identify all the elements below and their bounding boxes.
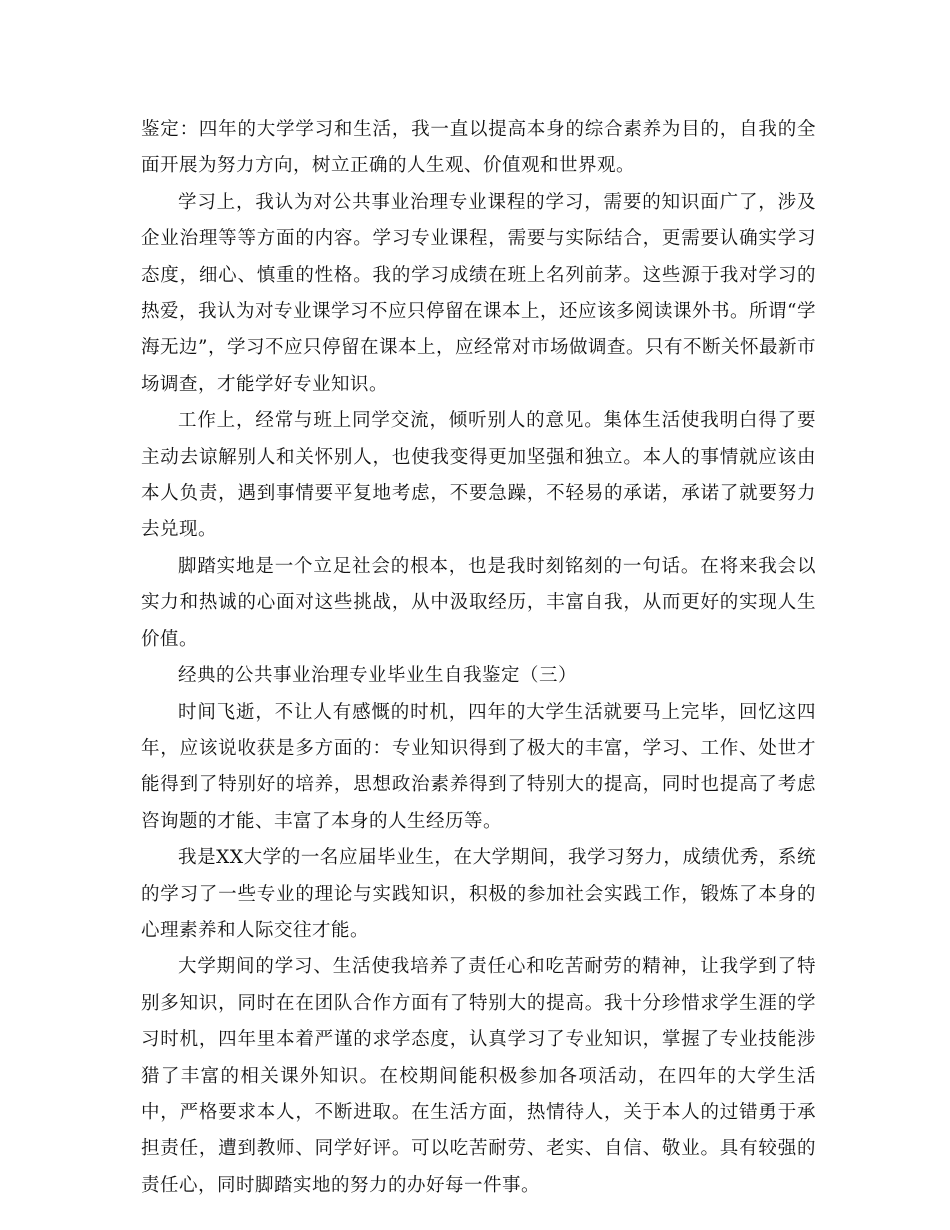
paragraph-continuation: 鉴定：四年的大学学习和生活，我一直以提高本身的综合素养为目的，自我的全面开展为努力方向，树立正确的人生观、价值观和世界观。 (141, 119, 816, 177)
paragraph-graduate-intro: 我是XX大学的一名应届毕业生，在大学期间，我学习努力，成绩优秀，系统的学习了一些专业的理论与实践知识，积极的参加社会实践工作，锻炼了本身的心理素养和人际交往才能。 (141, 847, 816, 941)
section-heading: 经典的公共事业治理专业毕业生自我鉴定（三） (178, 665, 578, 687)
paragraph-study: 学习上，我认为对公共事业治理专业课程的学习，需要的知识面广了，涉及企业治理等等方面的内容。学习专业课程，需要与实际结合，更需要认确实学习态度，细心、慎重的性格。我的学习成绩在班上名列前茅。这些源于我对学习的热爱，我认为对专业课学习不应只停留在课本上，还应该多阅读课外书。所谓“学海无边”，学习不应只停留在课本上，应经常对市场做调查。只有不断关怀最新市场调查，才能学好专业知识。 (141, 191, 816, 395)
document-body (141, 112, 816, 1204)
paragraph-time-flies: 时间飞逝，不让人有感慨的时机，四年的大学生活就要马上完毕，回忆这四年，应该说收获是多方面的：专业知识得到了极大的丰富，学习、工作、处世才能得到了特别好的培养，思想政治素养得到了特别大的提高，同时也提高了考虑咨询题的才能、丰富了本身的人生经历等。 (141, 701, 816, 832)
paragraph-down-to-earth: 脚踏实地是一个立足社会的根本，也是我时刻铭刻的一句话。在将来我会以实力和热诚的心面对这些挑战，从中汲取经历，丰富自我，从而更好的实现人生价值。 (141, 555, 816, 650)
paragraph-work: 工作上，经常与班上同学交流，倾听别人的意见。集体生活使我明白得了要主动去谅解别人和关怀别人，也使我变得更加坚强和独立。本人的事情就应该由本人负责，遇到事情要平复地考虑，不要急躁，不轻易的承诺，承诺了就要努力去兑现。 (141, 410, 816, 541)
paragraph-university-life: 大学期间的学习、生活使我培养了责任心和吃苦耐劳的精神，让我学到了特别多知识，同时在在团队合作方面有了特别大的提高。我十分珍惜求学生涯的学习时机，四年里本着严谨的求学态度，认真学习了专业知识，掌握了专业技能涉猎了丰富的相关课外知识。在校期间能积极参加各项活动，在四年的大学生活中，严格要求本人，不断进取。在生活方面，热情待人，关于本人的过错勇于承担责任，遭到教师、同学好评。可以吃苦耐劳、老实、自信、敬业。具有较强的责任心，同时脚踏实地的努力的办好每一件事。 (141, 956, 816, 1196)
